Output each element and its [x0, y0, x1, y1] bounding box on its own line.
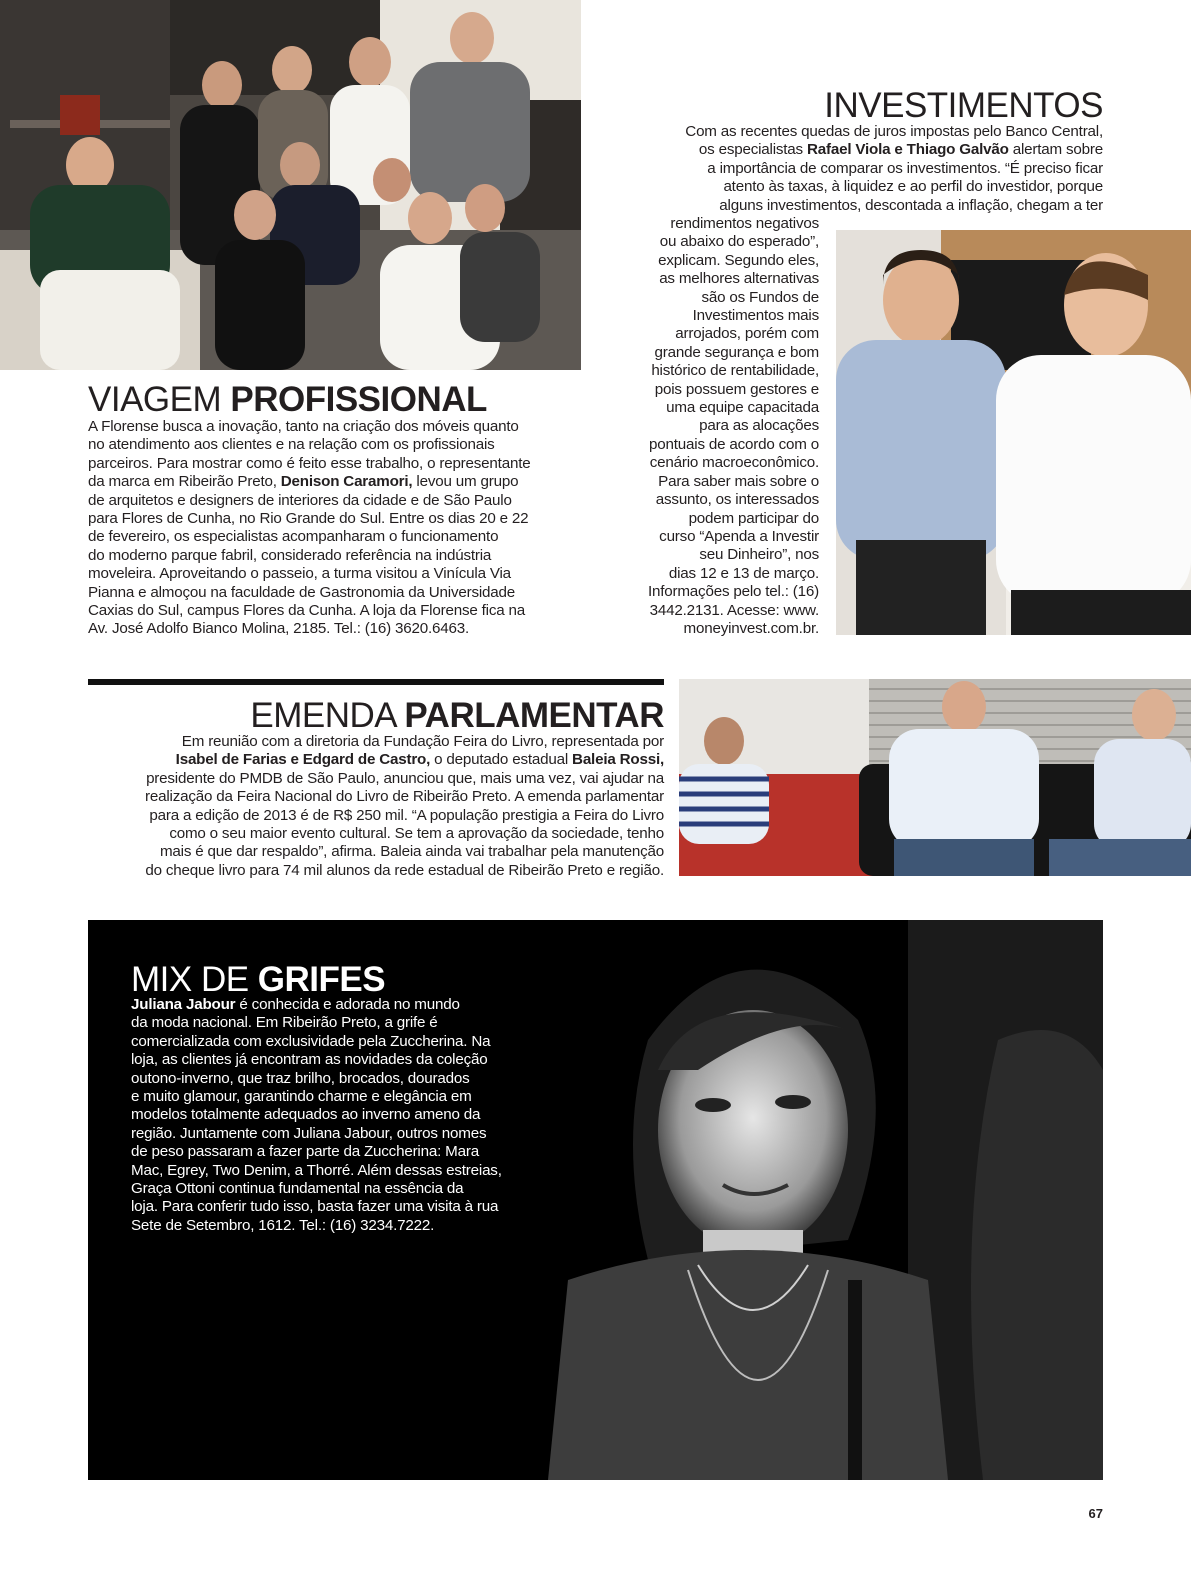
text-line: Pianna e almoçou na faculdade de Gastronomia da Universidade: [88, 583, 516, 601]
investimentos-photo: [836, 230, 1191, 635]
text-line: explicam. Segundo eles,: [658, 251, 819, 269]
text-line: curso “Apenda a Investir: [659, 527, 819, 545]
headline-viagem-profissional: [88, 380, 487, 420]
text-line: podem participar do: [688, 509, 819, 527]
text-run: o deputado estadual: [430, 751, 573, 769]
text-run: alertam sobre: [1008, 141, 1103, 159]
text-line: [613, 141, 1103, 159]
text-line: como o seu maior evento cultural. Se tem a aprovação da sociedade, tenho: [169, 825, 664, 843]
text-run: da marca em Ribeirão Preto,: [88, 473, 281, 491]
text-line: A Florense busca a inovação, tanto na criação dos móveis quanto: [88, 418, 519, 435]
text-line: grande segurança e bom: [654, 343, 819, 361]
text-line: parceiros. Para mostrar como é feito esse trabalho, o representante: [88, 454, 531, 472]
text-line: comercializada com exclusividade pela Zuccherina. Na: [131, 1032, 491, 1050]
text-line: Para saber mais sobre o: [658, 472, 819, 490]
text-line: no atendimento aos clientes e na relação com os profissionais: [88, 436, 495, 454]
headline-bold: GRIFES: [257, 960, 386, 999]
text-line: e muito glamour, garantindo charme e elegância em: [131, 1088, 472, 1106]
juliana-jabour-portrait: [528, 920, 1103, 1480]
headline-bold: PARLAMENTAR: [404, 696, 664, 735]
text-line: mais é que dar respaldo”, afirma. Baleia ainda vai trabalhar pela manutenção: [159, 843, 664, 861]
text-line: Mac, Egrey, Two Denim, a Thorré. Além dessas estreias,: [131, 1161, 502, 1179]
section-divider-rule: [88, 679, 664, 685]
text-run: levou um grupo: [412, 473, 519, 491]
text-line: de arquitetos e designers de interiores da cidade e de São Paulo: [88, 491, 512, 509]
person-name-bold: Denison Caramori,: [280, 473, 413, 491]
text-line: [74, 751, 664, 769]
text-line: arrojados, porém com: [675, 325, 819, 343]
text-line: [131, 996, 551, 1014]
text-run: os especialistas: [698, 141, 807, 159]
text-line: rendimentos negativos: [670, 215, 819, 232]
text-line: de peso passaram a fazer parte da Zuccherina: Mara: [131, 1143, 479, 1161]
text-line: pois possuem gestores e: [654, 380, 819, 398]
text-line: do moderno parque fabril, considerado referência na indústria: [88, 546, 492, 564]
mix-de-grifes-panel: [88, 920, 1103, 1480]
headline-thin: VIAGEM: [88, 380, 231, 419]
text-line: são os Fundos de: [701, 288, 819, 306]
text-line: alguns investimentos, descontada a inflação, chegam a ter: [719, 196, 1103, 214]
headline-bold: PROFISSIONAL: [230, 380, 487, 419]
text-line: realização da Feira Nacional do Livro de Ribeirão Preto. A emenda parlamentar: [145, 788, 664, 806]
text-line: histórico de rentabilidade,: [651, 362, 819, 380]
text-line: dias 12 e 13 de março.: [668, 564, 819, 582]
text-line: para Flores de Cunha, no Rio Grande do Sul. Entre os dias 20 e 22: [88, 510, 529, 528]
text-line: ou abaixo do esperado”,: [659, 233, 819, 251]
text-run: é conhecida e adorada no mundo: [235, 996, 460, 1013]
person-name-bold: Juliana Jabour: [131, 996, 236, 1013]
article-investimentos-column: [619, 215, 819, 638]
person-name-bold: Isabel de Farias e Edgard de Castro,: [175, 751, 431, 769]
text-line: de fevereiro, os especialistas acompanharam o funcionamento: [88, 528, 499, 546]
text-line: Investimentos mais: [692, 307, 819, 325]
text-line: seu Dinheiro”, nos: [699, 546, 819, 564]
text-line: moneyinvest.com.br.: [683, 619, 819, 637]
text-line: as melhores alternativas: [659, 270, 819, 288]
text-line: Caxias do Sul, campus Flores da Cunha. A loja da Florense fica na: [88, 602, 525, 620]
article-mix-body: [131, 996, 551, 1235]
article-emenda-body: [74, 733, 664, 880]
headline-thin: INVESTIMENTOS: [824, 86, 1103, 125]
text-line: [88, 473, 588, 491]
text-line: a importância de comparar os investimentos. “É preciso ficar: [707, 159, 1103, 177]
text-line: do cheque livro para 74 mil alunos da rede estadual de Ribeirão Preto e região.: [145, 861, 664, 879]
text-line: Informações pelo tel.: (16): [647, 583, 819, 601]
text-line: pontuais de acordo com o: [649, 435, 819, 453]
headline-thin: EMENDA: [250, 696, 405, 735]
text-line: Graça Ottoni continua fundamental na essência da: [131, 1180, 464, 1198]
headline-thin: MIX DE: [131, 960, 258, 999]
text-line: atento às taxas, à liquidez e ao perfil do investidor, porque: [723, 178, 1103, 196]
person-name-bold: Rafael Viola e Thiago Galvão: [806, 141, 1009, 159]
text-line: moveleira. Aproveitando o passeio, a turma visitou a Vinícula Via: [88, 565, 511, 583]
article-investimentos-intro: [613, 123, 1103, 215]
text-line: Em reunião com a diretoria da Fundação Feira do Livro, representada por: [181, 733, 664, 750]
headline-mix-de-grifes: [131, 960, 385, 1000]
group-photo-florense: [0, 0, 581, 370]
text-line: assunto, os interessados: [655, 491, 819, 509]
text-line: para a edição de 2013 é de R$ 250 mil. “A população prestigia a Feira do Livro: [149, 806, 664, 824]
page-number: 67: [1088, 1506, 1103, 1521]
text-line: cenário macroeconômico.: [649, 454, 819, 472]
text-line: uma equipe capacitada: [666, 399, 819, 417]
article-viagem-body: [88, 418, 588, 639]
text-line: 3442.2131. Acesse: www.: [649, 601, 819, 619]
headline-emenda-parlamentar: [250, 696, 664, 736]
emenda-meeting-photo: [679, 679, 1191, 876]
text-line: Sete de Setembro, 1612. Tel.: (16) 3234.7222.: [131, 1216, 435, 1234]
text-line: presidente do PMDB de São Paulo, anunciou que, mais uma vez, vai ajudar na: [146, 769, 664, 787]
text-line: da moda nacional. Em Ribeirão Preto, a grife é: [131, 1014, 438, 1032]
text-line: região. Juntamente com Juliana Jabour, outros nomes: [131, 1124, 487, 1142]
text-line: Com as recentes quedas de juros impostas pelo Banco Central,: [685, 123, 1103, 140]
text-line: modelos totalmente adequados ao inverno ameno da: [131, 1106, 481, 1124]
text-line: outono-inverno, que traz brilho, brocados, dourados: [131, 1069, 470, 1087]
text-line: loja. Para conferir tudo isso, basta fazer uma visita à rua: [131, 1198, 499, 1216]
person-name-bold: Baleia Rossi,: [572, 751, 664, 769]
text-line: loja, as clientes já encontram as novidades da coleção: [131, 1051, 488, 1069]
headline-investimentos: [824, 86, 1103, 126]
text-line: Av. José Adolfo Bianco Molina, 2185. Tel.: (16) 3620.6463.: [88, 620, 470, 638]
text-line: para as alocações: [699, 417, 819, 435]
